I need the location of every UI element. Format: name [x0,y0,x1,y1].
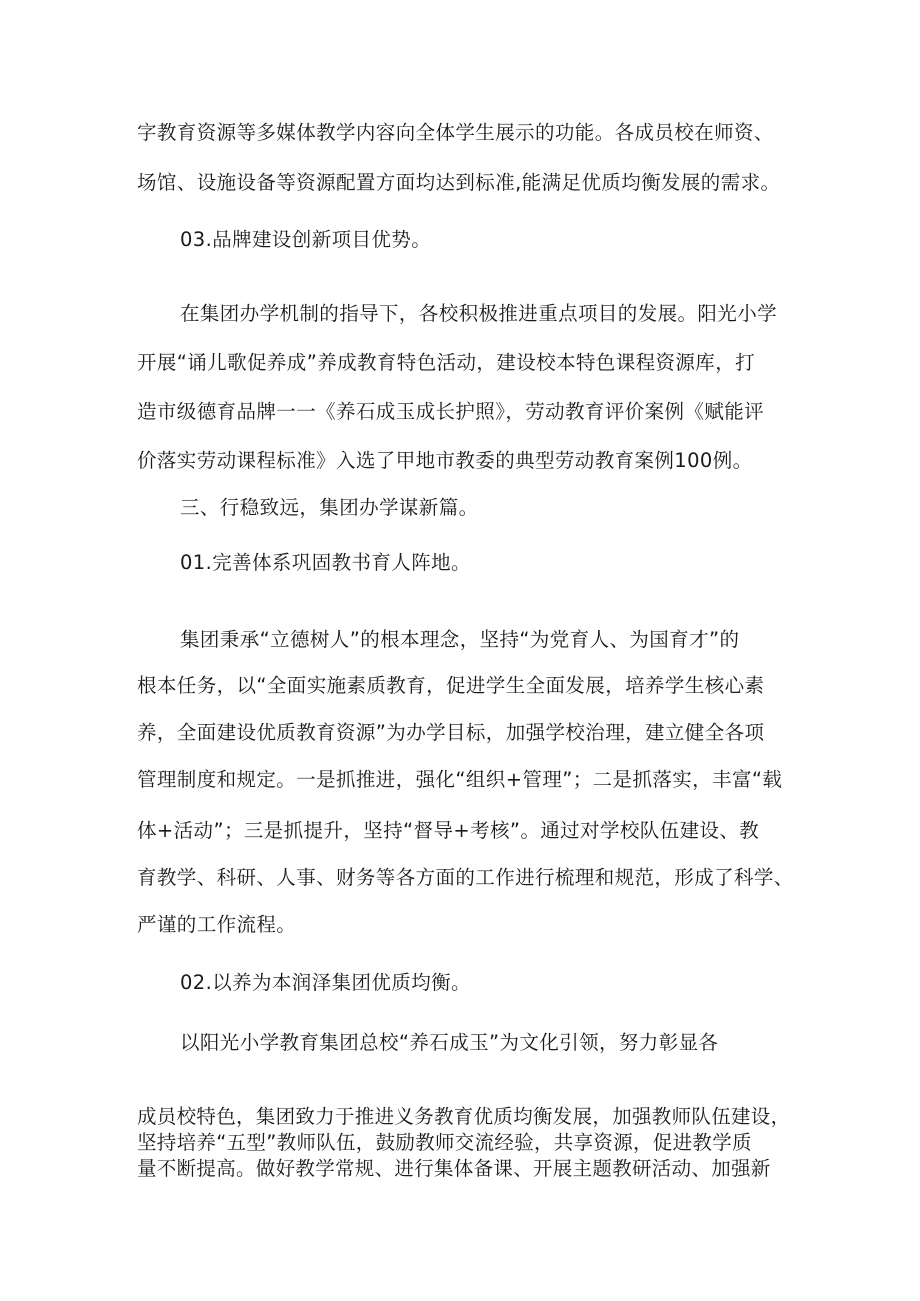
paragraph-line: 管理制度和规定。一是抓推进，强化“组织+管理”；二是抓落实，丰富“载 [137,768,783,791]
section-heading-02: 02.以养为本润泽集团优质均衡。 [180,971,471,994]
paragraph-line: 严谨的工作流程。 [137,913,297,936]
paragraph-line: 造市级德育品牌一一《养石成玉成长护照》，劳动教育评价案例《赋能评 [137,400,765,423]
paragraph-line: 育教学、科研、人事、财务等各方面的工作进行梳理和规范，形成了科学、 [137,866,794,889]
paragraph-line: 开展“诵儿歌促养成”养成教育特色活动，建设校本特色课程资源库，打 [137,351,756,374]
paragraph-line: 价落实劳动课程标准》入选了甲地市教委的典型劳动教育案例100例。 [137,449,753,472]
paragraph-line: 以阳光小学教育集团总校“养石成玉”为文化引领，努力彰显各 [180,1031,719,1054]
paragraph-line: 量不断提高。做好教学常规、进行集体备课、开展主题教研活动、加强新 [137,1157,771,1180]
paragraph-line: 场馆、设施设备等资源配置方面均达到标准,能满足优质均衡发展的需求。 [137,171,781,194]
paragraph-line: 体+活动”；三是抓提升，坚持“督导+考核”。通过对学校队伍建设、教 [137,819,760,842]
paragraph-line: 集团秉承“立德树人”的根本理念，坚持“为党育人、为国育才”的 [180,628,740,651]
section-heading-01: 01.完善体系巩固教书育人阵地。 [180,551,471,574]
chapter-heading: 三、行稳致远，集团办学谋新篇。 [180,496,479,519]
paragraph-line: 养，全面建设优质教育资源”为办学目标，加强学校治理，建立健全各项 [137,721,765,744]
paragraph-line: 坚持培养“五型”教师队伍，鼓励教师交流经验，共享资源，促进教学质 [137,1131,752,1154]
paragraph-line: 根本任务，以“全面实施素质教育，促进学生全面发展，培养学生核心素 [137,674,765,697]
paragraph-line: 字教育资源等多媒体教学内容向全体学生展示的功能。各成员校在师资、 [137,121,774,144]
section-heading-03: 03.品牌建设创新项目优势。 [180,228,432,251]
paragraph-line: 成员校特色，集团致力于推进义务教育优质均衡发展，加强教师队伍建设， [137,1105,791,1128]
paragraph-line: 在集团办学机制的指导下，各校积极推进重点项目的发展。阳光小学 [180,302,778,325]
